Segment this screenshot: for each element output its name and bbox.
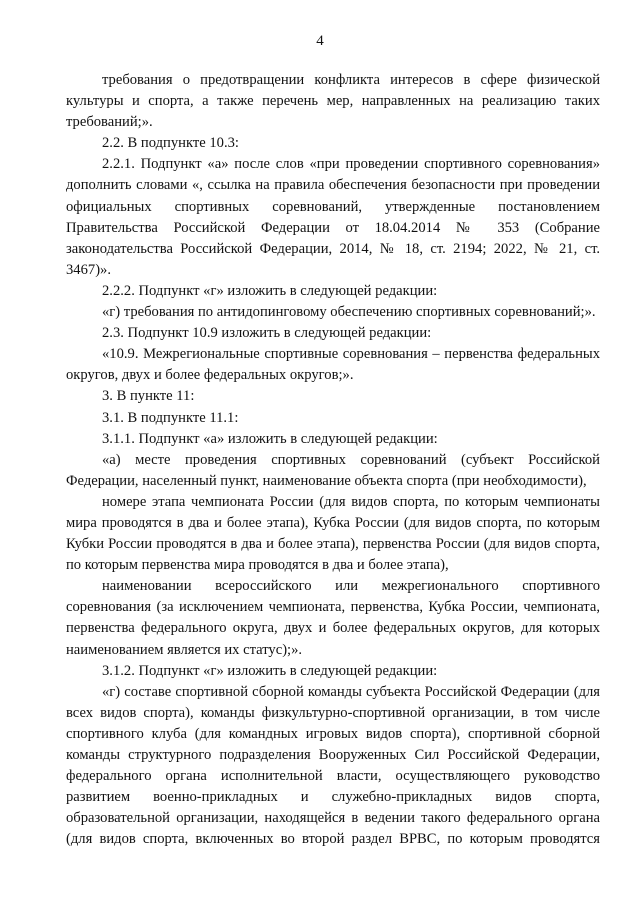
paragraph: 2.2.1. Подпункт «а» после слов «при проведении спортивного соревнования» дополнить словами «, ссылка на правила обеспечения безопасности при проведении официальных спортивных соревнований, утвержденные постановлением Правительства Российской Федерации от 18.04.2014 № 353 (Собрание законодательства Российской Федерации, 2014, № 18, ст. 2194; 2022, № 21, ст. 3467)». (66, 156, 600, 278)
paragraph: «г) требования по антидопинговому обеспечению спортивных соревнований;». (102, 304, 596, 321)
page-number: 4 (316, 33, 324, 49)
paragraph: 2.3. Подпункт 10.9 изложить в следующей редакции: (102, 325, 432, 342)
paragraph: «г) составе спортивной сборной команды субъекта Российской Федерации (для всех видов спорта), команды физкультурно-спортивной организации, в том числе спортивного клуба (для командных игровых видов спорта), спортивной сборной команды структурного подразделения Вооруженных Сил Российской Федерации, федерального органа исполнительной власти, осуществляющего руководство развитием военно-прикладных и служебно-прикладных видов спорта, образовательной организации, находящейся в ведении такого федерального органа (для видов спорта, включенных во второй раздел ВРВС, по которым проводятся (66, 683, 600, 848)
paragraph: требования о предотвращении конфликта интересов в сфере физической культуры и спорта, а также перечень мер, направленных на реализацию таких требований;». (66, 72, 600, 131)
paragraph: 2.2. В подпункте 10.3: (102, 135, 239, 152)
paragraph: 3. В пункте 11: (102, 388, 195, 405)
paragraph: номере этапа чемпионата России (для видов спорта, по которым чемпионаты мира проводятся в два и более этапа), Кубка России (для видов спорта, по которым Кубки России проводятся в два и более этапа), первенства России (для видов спорта, по которым первенства мира проводятся в два и более этапа), (66, 493, 600, 574)
paragraph: 3.1. В подпункте 11.1: (102, 409, 239, 426)
paragraph: 3.1.2. Подпункт «г» изложить в следующей редакции: (102, 662, 438, 679)
paragraph: «10.9. Межрегиональные спортивные соревнования – первенства федеральных округов, двух и более федеральных округов;». (66, 346, 600, 384)
paragraph: 3.1.1. Подпункт «а» изложить в следующей редакции: (102, 430, 438, 447)
paragraph: наименовании всероссийского или межрегионального спортивного соревнования (за исключением чемпионата, первенства, Кубка России, чемпионата, первенства федерального округа, двух и более федеральных округов, для которых наименованием является их статус);». (66, 578, 600, 658)
document-body (66, 70, 600, 850)
paragraph: «а) месте проведения спортивных соревнований (субъект Российской Федерации, населенный пункт, наименование объекта спорта (при необходимости), (66, 451, 600, 489)
paragraph: 2.2.2. Подпункт «г» изложить в следующей редакции: (102, 282, 438, 299)
